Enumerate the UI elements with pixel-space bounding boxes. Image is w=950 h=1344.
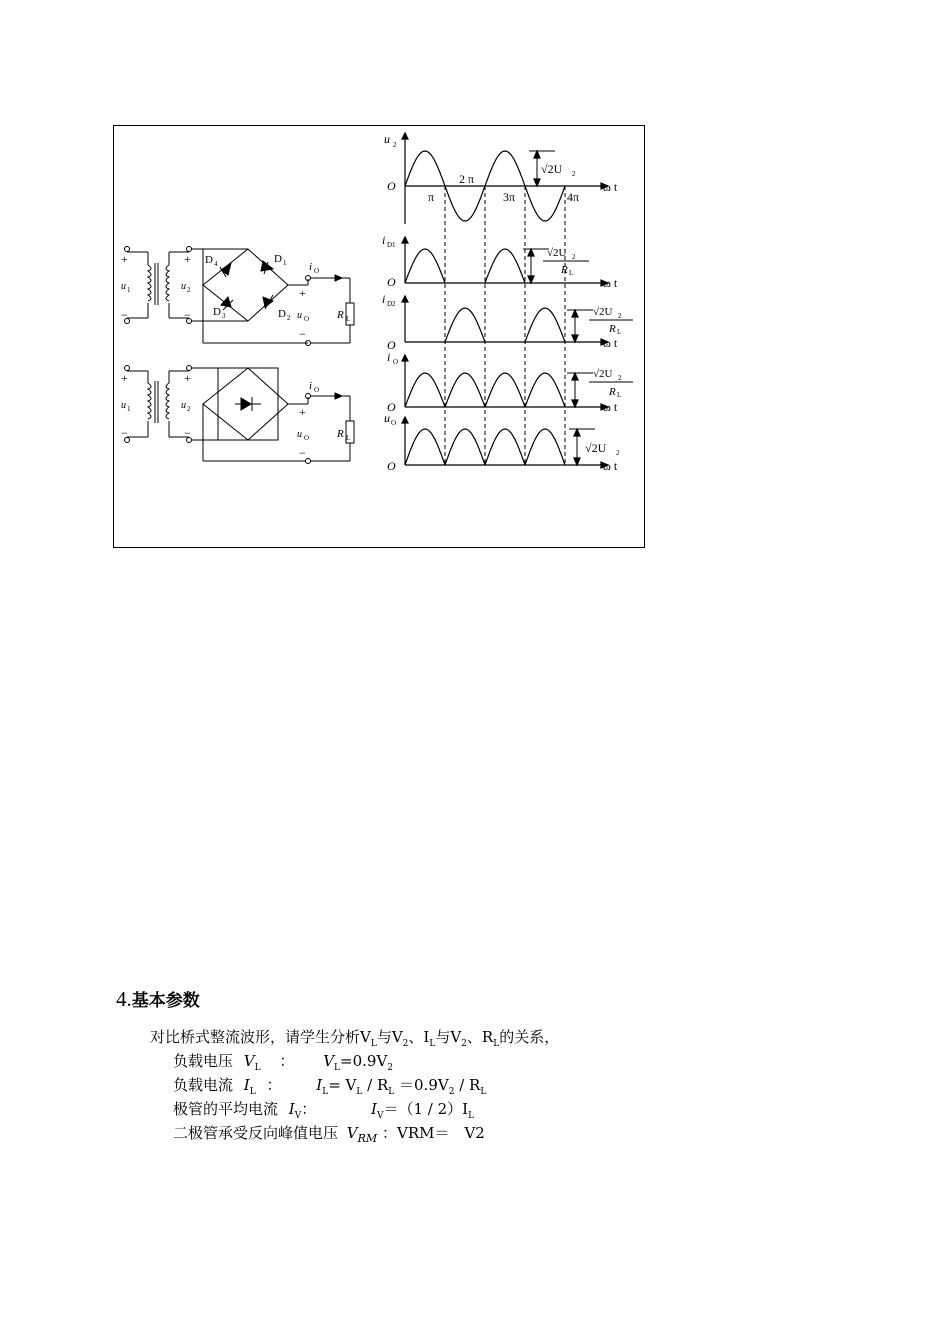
svg-text:L: L [346, 434, 351, 442]
svg-text:u: u [297, 429, 302, 440]
amp-uo-a1 [574, 429, 580, 436]
wave-id1-hump1 [405, 249, 445, 283]
bridge-diode [241, 398, 251, 410]
svg-text:−: − [299, 327, 306, 341]
wave-io-hump4 [525, 373, 565, 407]
svg-text:π: π [428, 190, 435, 204]
svg-text:O: O [304, 434, 310, 442]
section-number: 4. [116, 987, 132, 1011]
param-diode-peak-voltage: 二极管承受反向峰值电压 $V_{RM}$ ：VRM＝ V2 [173, 1124, 485, 1145]
wave-id2-hump2 [525, 308, 565, 342]
axis-io-yarrow [402, 355, 408, 361]
svg-text:+: + [184, 252, 191, 266]
svg-text:2: 2 [618, 312, 622, 320]
svg-text:−: − [121, 308, 128, 322]
svg-text:√2U: √2U [541, 162, 563, 176]
svg-text:i: i [382, 292, 386, 306]
svg-text:L: L [617, 328, 622, 336]
svg-text:−: − [299, 446, 306, 460]
svg-text:O: O [387, 275, 396, 289]
circuit-block-bridge [125, 366, 355, 464]
section-title [116, 986, 200, 1012]
figure-labels [121, 132, 622, 473]
svg-text:2: 2 [187, 405, 191, 413]
svg-text:O: O [387, 179, 396, 193]
svg-text:3: 3 [222, 312, 226, 320]
svg-text:u: u [297, 310, 302, 321]
svg-text:2: 2 [618, 374, 622, 382]
svg-text:1: 1 [127, 405, 131, 413]
param-load-current: 负载电流 $I_L$ ： $I_L= V_L / R_L =0.9V_2 / R_L$ [173, 1076, 487, 1097]
svg-text:D: D [213, 306, 221, 318]
bridge-rectifier-figure [113, 125, 645, 548]
amp-u2-a2 [534, 179, 540, 186]
axis-id1-yarrow [402, 237, 408, 243]
amp-id2-a2 [572, 335, 578, 342]
circuit-discrete-bridge [125, 247, 355, 346]
amp-io-a2 [572, 400, 578, 407]
wave-id2-hump1 [445, 308, 485, 342]
svg-text:√2U: √2U [593, 368, 613, 380]
svg-text:+: + [121, 371, 128, 385]
svg-text:+: + [121, 252, 128, 266]
svg-text:ω t: ω t [603, 276, 618, 290]
svg-text:O: O [393, 358, 399, 366]
wave-id1-hump2 [485, 249, 525, 283]
svg-text:1: 1 [127, 286, 131, 294]
diode-d3 [221, 297, 231, 307]
amp-id2-a1 [572, 310, 578, 317]
wave-io-hump3 [485, 373, 525, 407]
svg-text:u: u [121, 400, 126, 411]
svg-text:√2U: √2U [585, 441, 607, 455]
svg-text:2: 2 [572, 170, 576, 178]
svg-text:D: D [274, 253, 282, 265]
svg-text:R: R [337, 309, 344, 321]
svg-text:u: u [121, 281, 126, 292]
wave-uo-hump2 [445, 429, 485, 465]
svg-text:2: 2 [287, 314, 291, 322]
svg-text:L: L [617, 391, 622, 399]
wave-uo-hump4 [525, 429, 565, 465]
svg-text:O: O [304, 315, 310, 323]
io-arrow-1 [335, 275, 342, 281]
svg-text:√2U: √2U [547, 247, 567, 259]
svg-text:2: 2 [393, 141, 397, 149]
svg-text:O: O [391, 419, 397, 427]
amp-io-a1 [572, 373, 578, 380]
amp-uo-a2 [574, 458, 580, 465]
svg-text:+: + [299, 286, 306, 300]
svg-text:i: i [309, 261, 313, 273]
svg-text:O: O [387, 400, 396, 414]
amp-u2-a1 [534, 151, 540, 158]
svg-text:2: 2 [616, 449, 620, 457]
svg-text:D: D [205, 254, 213, 266]
svg-text:u: u [181, 400, 186, 411]
figure-svg [113, 125, 645, 548]
svg-text:R: R [609, 386, 616, 398]
svg-text:O: O [314, 267, 320, 275]
svg-text:L: L [346, 315, 351, 323]
svg-text:ω t: ω t [603, 336, 618, 350]
svg-text:1: 1 [283, 259, 287, 267]
svg-text:√2U: √2U [593, 306, 613, 318]
svg-text:D: D [278, 308, 286, 320]
svg-text:+: + [299, 405, 306, 419]
svg-text:4π: 4π [567, 190, 580, 204]
svg-text:i: i [382, 233, 386, 247]
svg-text:O: O [387, 338, 396, 352]
axis-id2-yarrow [402, 296, 408, 302]
svg-text:R: R [561, 264, 568, 276]
svg-text:+: + [184, 371, 191, 385]
axis-u2-yarrow [402, 133, 408, 139]
wave-uo-hump3 [485, 429, 525, 465]
axis-uo-yarrow [402, 417, 408, 423]
svg-text:−: − [121, 426, 128, 440]
section-title-text: 基本参数 [131, 991, 200, 1011]
wave-io-hump1 [405, 373, 445, 407]
svg-text:i: i [309, 380, 313, 392]
svg-text:D1: D1 [387, 241, 396, 249]
svg-text:u: u [384, 411, 390, 425]
amp-id1-a2 [528, 276, 534, 283]
svg-text:u: u [181, 281, 186, 292]
intro-line: 对比桥式整流波形，请学生分析$V_L$与$V_2$、$I_L$与$V_2$、$R_L$的关系， [150, 1028, 560, 1049]
io-arrow-2 [335, 393, 342, 399]
waveforms [402, 133, 633, 468]
svg-text:ω t: ω t [603, 400, 618, 414]
amp-id1-a1 [528, 249, 534, 256]
wave-uo-hump1 [405, 429, 445, 465]
svg-text:O: O [314, 386, 320, 394]
svg-text:D2: D2 [387, 300, 396, 308]
svg-text:−: − [184, 426, 191, 440]
svg-text:ω t: ω t [603, 459, 618, 473]
svg-text:R: R [609, 323, 616, 335]
label-u2: u [384, 132, 390, 146]
svg-text:R: R [337, 428, 344, 440]
svg-text:4: 4 [214, 260, 218, 268]
svg-text:−: − [184, 308, 191, 322]
diode-d4 [221, 263, 231, 275]
svg-text:2: 2 [187, 286, 191, 294]
param-diode-avg-current: 极管的平均电流 $I_V$： $I_V=(1 / 2)I_L$ [173, 1100, 475, 1121]
svg-text:3π: 3π [503, 190, 516, 204]
svg-text:L: L [569, 269, 574, 277]
svg-text:2: 2 [572, 253, 576, 261]
param-load-voltage: 负载电压 $V_L$ ： $V_L=0.9V_2$ [173, 1052, 394, 1073]
svg-text:ω t: ω t [603, 180, 618, 194]
svg-text:i: i [387, 350, 391, 364]
svg-text:2 π: 2 π [459, 172, 475, 186]
diode-symbols-1 [220, 261, 342, 310]
wave-io-hump2 [445, 373, 485, 407]
svg-text:O: O [387, 459, 396, 473]
